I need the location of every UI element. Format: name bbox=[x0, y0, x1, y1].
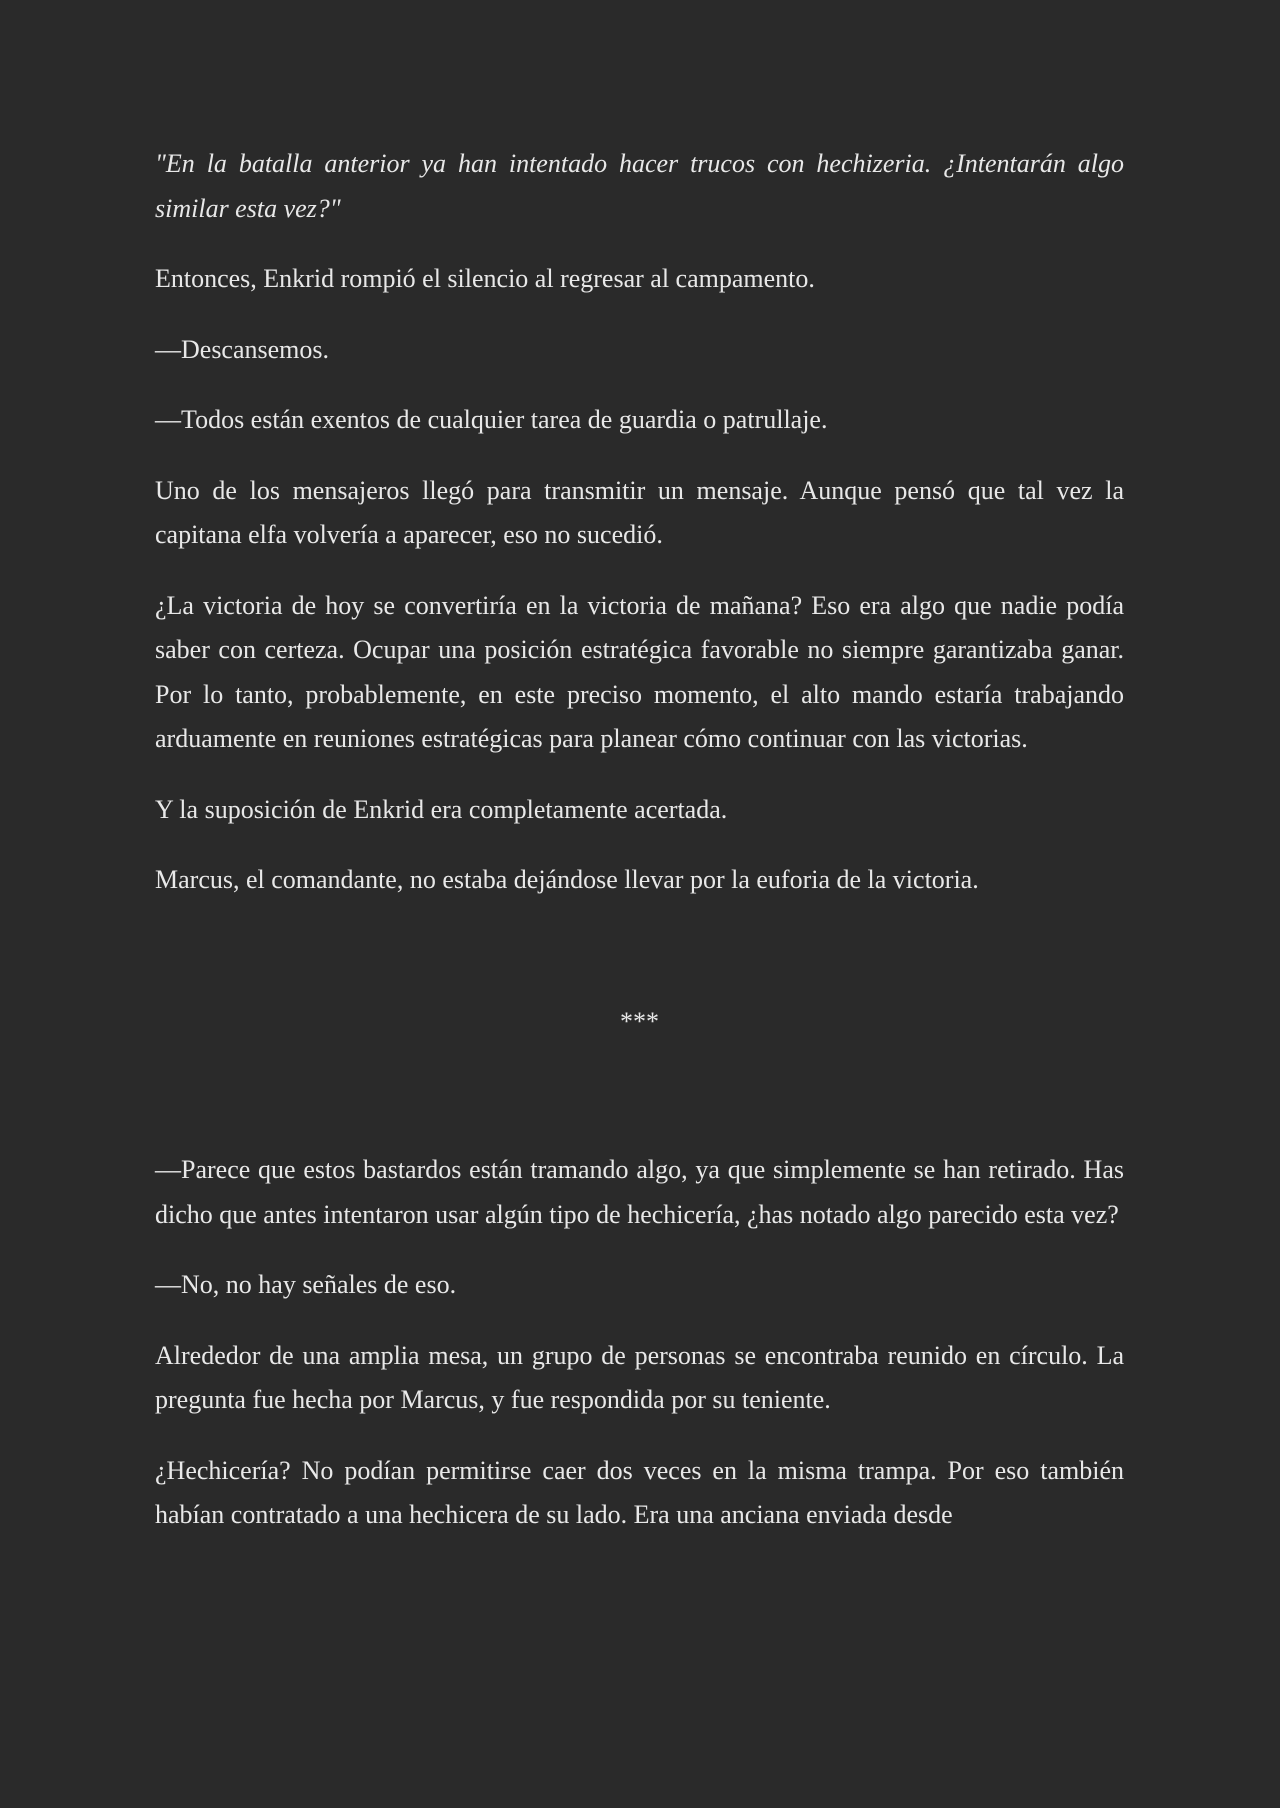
paragraph: —Todos están exentos de cualquier tarea de guardia o patrullaje. bbox=[155, 405, 828, 434]
paragraph: —No, no hay señales de eso. bbox=[155, 1270, 457, 1299]
paragraph: Y la suposición de Enkrid era completamente acertada. bbox=[155, 794, 728, 824]
paragraph: Alrededor de una amplia mesa, un grupo de personas se encontraba reunido en círculo. La pregunta fue hecha por Marcus, y fue respondida por su teniente. bbox=[155, 1340, 1124, 1414]
paragraph: Marcus, el comandante, no estaba dejándose llevar por la euforia de la victoria. bbox=[155, 865, 979, 894]
paragraph: —Parece que estos bastardos están tramando algo, ya que simplemente se han retirado. Has dicho que antes intentaron usar algún tipo de hechicería, ¿has notado algo parecido esta vez? bbox=[155, 1155, 1124, 1229]
paragraph: Entonces, Enkrid rompió el silencio al regresar al campamento. bbox=[155, 264, 815, 293]
paragraph: Uno de los mensajeros llegó para transmitir un mensaje. Aunque pensó que tal vez la capitana elfa volvería a aparecer, eso no sucedió. bbox=[155, 475, 1124, 549]
section-separator: *** bbox=[620, 1006, 659, 1036]
paragraph: "En la batalla anterior ya han intentado hacer trucos con hechizeria. ¿Intentarán algo similar esta vez?" bbox=[155, 149, 1124, 223]
paragraph: —Descansemos. bbox=[155, 334, 330, 364]
paragraph: ¿Hechicería? No podían permitirse caer dos veces en la misma trampa. Por eso también habían contratado a una hechicera de su lado. Era una anciana enviada desde bbox=[155, 1455, 1124, 1529]
paragraph: ¿La victoria de hoy se convertiría en la victoria de mañana? Eso era algo que nadie podía saber con certeza. Ocupar una posición estratégica favorable no siempre garantizaba ganar. Por lo tanto, probablemente, en este preciso momento, el alto mando estaría trabajando arduamente en reuniones estratégicas para planear cómo continuar con las victorias. bbox=[155, 590, 1124, 753]
